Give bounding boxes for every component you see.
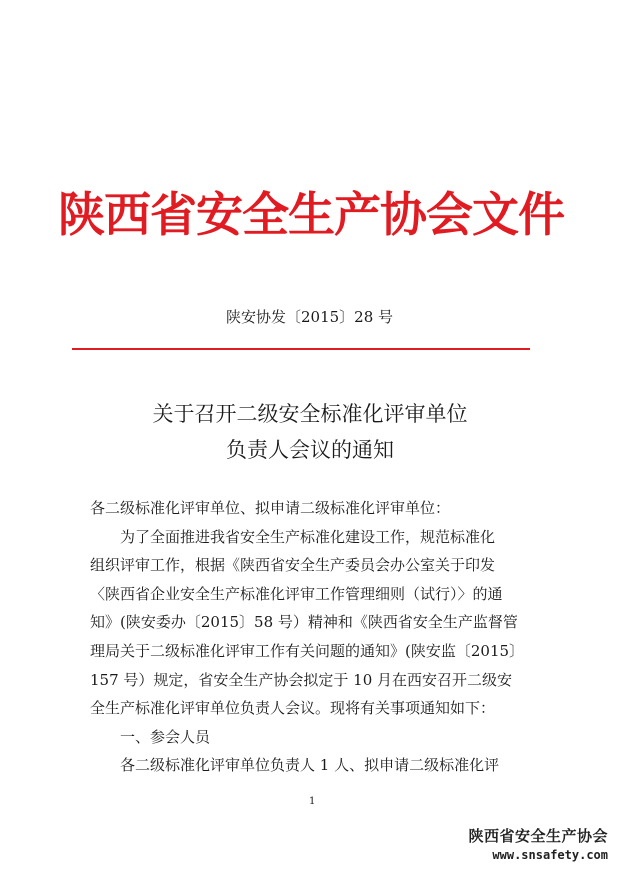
section-text-line: 各二级标准化评审单位负责人 1 人、拟申请二级标准化评 — [120, 756, 500, 775]
paragraph-line: 理局关于二级标准化评审工作有关问题的通知》(陕安监〔2015〕 — [90, 641, 525, 660]
watermark-org-name: 陕西省安全生产协会 — [468, 827, 608, 845]
page-number: 1 — [309, 796, 316, 807]
paragraph-line: 157 号）规定，省安全生产协会拟定于 10 月在西安召开二级安 — [90, 670, 513, 689]
paragraph-line: 〈陕西省企业安全生产标准化评审工作管理细则（试行）〉的通 — [90, 584, 503, 603]
document-header-title: 陕西省安全生产协会文件 — [58, 188, 564, 243]
section-heading: 一、参会人员 — [120, 727, 211, 746]
notice-title — [90, 396, 530, 468]
paragraph-line: 组织评审工作，根据《陕西省安全生产委员会办公室关于印发 — [90, 556, 496, 575]
notice-body — [90, 494, 560, 780]
notice-title-line-2: 负责人会议的通知 — [226, 438, 394, 462]
paragraph-line: 全生产标准化评审单位负责人会议。现将有关事项通知如下： — [90, 699, 496, 718]
paragraph-line: 知》(陕安委办〔2015〕58 号）精神和《陕西省安全生产监督管 — [90, 613, 518, 632]
notice-title-line-1: 关于召开二级安全标准化评审单位 — [152, 402, 468, 426]
red-divider-rule — [72, 348, 530, 350]
watermark-url: www.snsafety.com — [492, 848, 608, 862]
site-watermark — [468, 826, 608, 864]
paragraph-line: 为了全面推进我省安全生产标准化建设工作，规范标准化 — [120, 527, 496, 546]
document-number: 陕安协发〔2015〕28 号 — [226, 308, 394, 326]
addressee-line: 各二级标准化评审单位、拟申请二级标准化评审单位： — [90, 499, 451, 517]
